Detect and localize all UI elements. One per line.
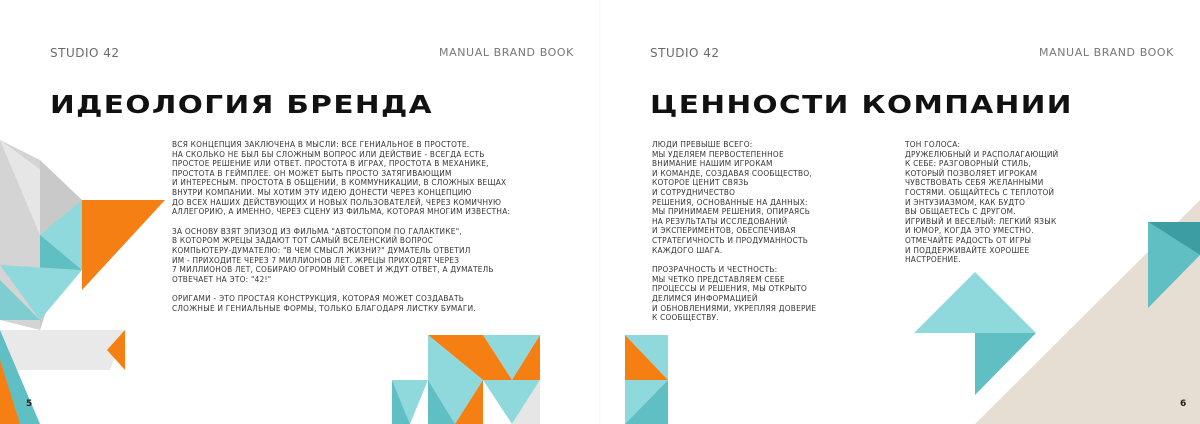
text-line: СТРАТЕГИЧНОСТЬ И ПРОДУМАННОСТЬ <box>652 234 809 245</box>
text-line: НА РЕЗУЛЬТАТЫ ИССЛЕДОВАНИЙ <box>652 215 788 226</box>
text-line: К СООБЩЕСТВУ. <box>652 312 719 323</box>
text-line: И ЭКСПЕРИМЕНТОВ, ОБЕСПЕЧИВАЯ <box>652 225 796 236</box>
text-line: ГОСТЯМИ. ОБЩАЙТЕСЬ С ТЕПЛОТОЙ <box>905 186 1055 197</box>
text-line: СЛОЖНЫЕ И ГЕНИАЛЬНЫЕ ФОРМЫ, ТОЛЬКО БЛАГОДАРЯ ЛИСТКУ БУМАГИ. <box>172 302 476 313</box>
orange-triangle <box>82 200 165 290</box>
page-number: 5 <box>26 399 33 409</box>
text-line: НА СКОЛЬКО НЕ БЫЛ БЫ СЛОЖНЫМ ВОПРОС ИЛИ ДЕЙСТВИЕ - ВСЕГДА ЕСТЬ <box>172 148 485 159</box>
text-line: ЧУВСТВОВАТЬ СЕБЯ ЖЕЛАННЫМИ <box>905 177 1044 188</box>
text-line: ВСЯ КОНЦЕПЦИЯ ЗАКЛЮЧЕНА В МЫСЛИ: ВСЕ ГЕНИАЛЬНОЕ В ПРОСТОТЕ. <box>172 139 470 149</box>
page-right <box>600 0 1200 424</box>
text-line: ИГРИВЫЙ И ВЕСЕЛЫЙ: ЛЕГКИЙ ЯЗЫК <box>905 215 1057 226</box>
text-line: ДРУЖЕЛЮБНЫЙ И РАСПОЛАГАЮЩИЙ <box>905 148 1059 159</box>
text-line: ЛЮДИ ПРЕВЫШЕ ВСЕГО: <box>652 139 753 149</box>
text-line: РЕШЕНИЯ, ОСНОВАННЫЕ НА ДАННЫХ: <box>652 196 808 207</box>
page-heading: ИДЕОЛОГИЯ БРЕНДА <box>50 90 433 119</box>
text-line: ОТМЕЧАЙТЕ РАДОСТЬ ОТ ИГРЫ <box>905 234 1032 245</box>
studio-logo: STUDIO 42 <box>50 46 120 60</box>
text-line: ПРОЦЕССЫ И РЕШЕНИЯ, МЫ ОТКРЫТО <box>652 283 808 294</box>
text-line: И КОМАНДЕ, СОЗДАВАЯ СООБЩЕСТВО, <box>652 167 812 178</box>
text-line: ОТВЕЧАЕТ НА ЭТО: "42!" <box>172 273 272 284</box>
text-line: 7 МИЛЛИОНОВ ЛЕТ, СОБИРАЮ ОГРОМНЫЙ СОВЕТ И ЖДУТ ОТВЕТ, А ДУМАТЕЛЬ <box>172 264 494 275</box>
text-line: КОМПЬЮТЕРУ-ДУМАТЕЛЮ: "В ЧЕМ СМЫСЛ ЖИЗНИ?" ДУМАТЕЛЬ ОТВЕТИЛ <box>172 244 471 255</box>
book-title: MANUAL BRAND BOOK <box>1039 46 1174 59</box>
text-line: И ИНТЕРЕСНЫМ. ПРОСТОТА В ОБЩЕНИИ, В КОММУНИКАЦИИ, В СЛОЖНЫХ ВЕЩАХ <box>172 177 507 188</box>
teal-triangle <box>975 272 1036 333</box>
text-line: ДО ВСЕХ НАШИХ ДЕЙСТВУЮЩИХ И НОВЫХ ПОЛЬЗОВАТЕЛЕЙ, ЧЕРЕЗ КОМИЧНУЮ <box>172 196 502 207</box>
grey-shape <box>0 330 125 370</box>
book-title: MANUAL BRAND BOOK <box>439 46 574 59</box>
text-line: ПРОСТОЕ РЕШЕНИЕ ИЛИ ОТВЕТ. ПРОСТОТА В ИГРАХ, ПРОСТОТА В МЕХАНИКЕ, <box>172 158 489 169</box>
text-line: И ЭНТУЗИАЗМОМ, КАК БУДТО <box>905 196 1026 207</box>
text-line: КОТОРЫЙ ПОЗВОЛЯЕТ ИГРОКАМ <box>905 167 1038 178</box>
text-line: И ОБНОВЛЕНИЯМИ, УКРЕПЛЯЯ ДОВЕРИЕ <box>652 302 817 313</box>
text-line: ВНИМАНИЕ НАШИМ ИГРОКАМ <box>652 158 773 169</box>
text-line: К СЕБЕ: РАЗГОВОРНЫЙ СТИЛЬ, <box>905 158 1032 169</box>
teal-triangle <box>914 272 975 333</box>
text-line: ПРОЗРАЧНОСТЬ И ЧЕСТНОСТЬ: <box>652 264 778 275</box>
text-line: МЫ УДЕЛЯЕМ ПЕРВОСТЕПЕННОЕ <box>652 148 784 159</box>
text-line: НАСТРОЕНИЕ. <box>905 254 961 265</box>
page-number: 6 <box>1180 399 1187 409</box>
values-column-1 <box>652 140 862 323</box>
text-line: ЗА ОСНОВУ ВЗЯТ ЭПИЗОД ИЗ ФИЛЬМА "АВТОСТОПОМ ПО ГАЛАКТИКЕ", <box>172 225 462 236</box>
text-line: В КОТОРОМ ЖРЕЦЫ ЗАДАЮТ ТОТ САМЫЙ ВСЕЛЕНСКИЙ ВОПРОС <box>172 235 434 246</box>
text-line: ДЕЛИМСЯ ИНФОРМАЦИЕЙ <box>652 292 758 303</box>
page-gutter <box>599 0 601 424</box>
text-line: И ПОДДЕРЖИВАЙТЕ ХОРОШЕЕ <box>905 244 1030 255</box>
text-line: МЫ ЧЕТКО ПРЕДСТАВЛЯЕМ СЕБЕ <box>652 273 785 284</box>
text-line: КАЖДОГО ШАГА. <box>652 244 723 255</box>
ideology-text <box>172 140 552 314</box>
text-line: ВЫ ОБЩАЕТЕСЬ С ДРУГОМ. <box>905 206 1016 217</box>
text-line: МЫ ПРИНИМАЕМ РЕШЕНИЯ, ОПИРАЯСЬ <box>652 206 811 217</box>
studio-logo: STUDIO 42 <box>650 46 720 60</box>
text-line: АЛЛЕГОРИЮ, А ИМЕННО, ЧЕРЕЗ СЦЕНУ ИЗ ФИЛЬМА, КОТОРАЯ МНОГИМ ИЗВЕСТНА: <box>172 206 511 217</box>
text-line: КОТОРОЕ ЦЕНИТ СВЯЗЬ <box>652 177 749 188</box>
text-line: ВНУТРИ КОМПАНИИ. МЫ ХОТИМ ЭТУ ИДЕЮ ДОНЕСТИ ЧЕРЕЗ КОНЦЕПЦИЮ <box>172 186 472 197</box>
text-line: ОРИГАМИ - ЭТО ПРОСТАЯ КОНСТРУКЦИЯ, КОТОРАЯ МОЖЕТ СОЗДАВАТЬ <box>172 293 464 304</box>
text-line: ТОН ГОЛОСА: <box>905 139 961 149</box>
text-line: ПРОСТОТА В ГЕЙМПЛЕЕ. ОН МОЖЕТ БЫТЬ ПРОСТО ЗАТЯГИВАЮЩИМ <box>172 167 452 178</box>
values-column-2 <box>905 140 1105 265</box>
text-line: ИМ - ПРИХОДИТЕ ЧЕРЕЗ 7 МИЛЛИОНОВ ЛЕТ. ЖРЕЦЫ ПРИХОДЯТ ЧЕРЕЗ <box>172 254 460 265</box>
text-line: И ЮМОР, КОГДА ЭТО УМЕСТНО. <box>905 225 1034 236</box>
text-line: И СОТРУДНИЧЕСТВО <box>652 186 736 197</box>
page-heading: ЦЕННОСТИ КОМПАНИИ <box>650 90 1073 119</box>
